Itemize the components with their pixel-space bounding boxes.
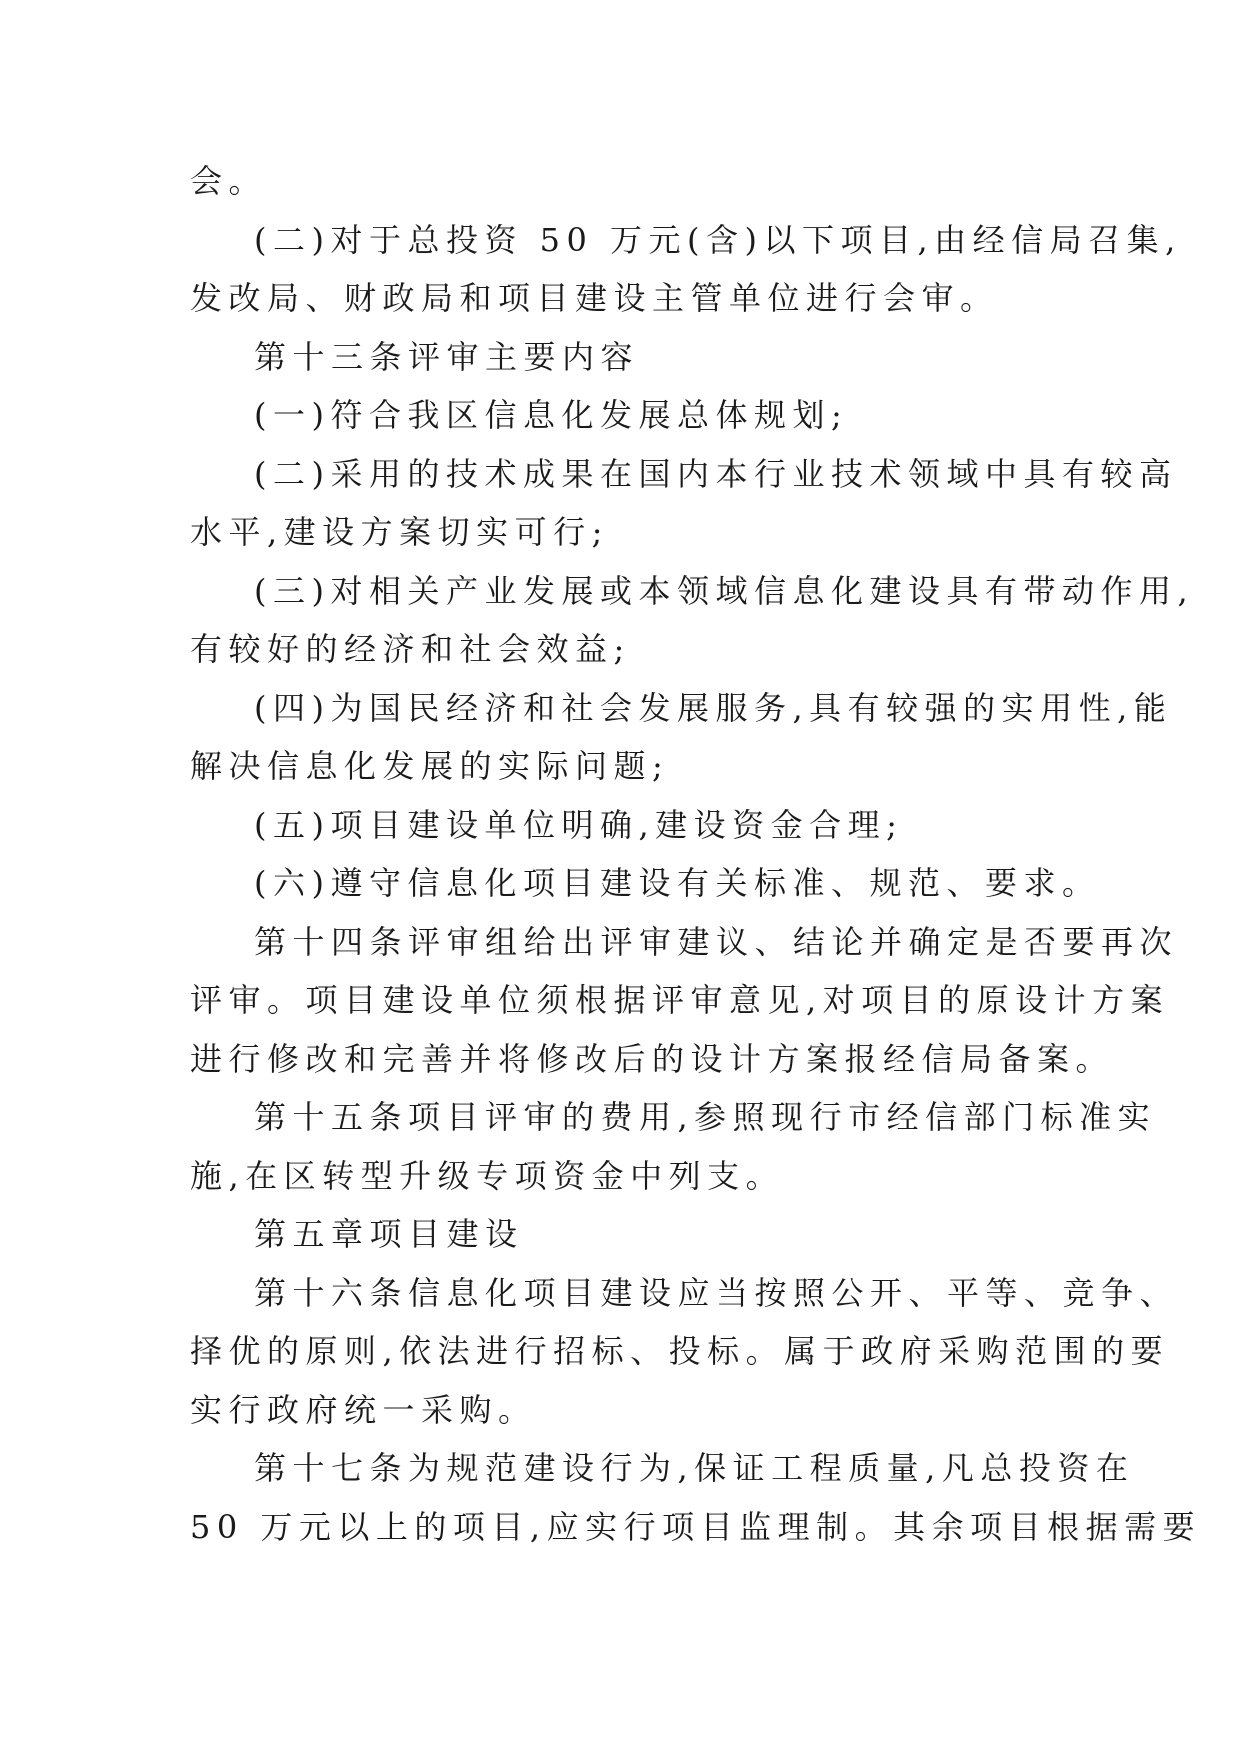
text-line: (四)为国民经济和社会发展服务,具有较强的实用性,能 bbox=[254, 688, 1173, 727]
text-line: 有较好的经济和社会效益; bbox=[190, 630, 631, 668]
text-line: 第十六条信息化项目建设应当按照公开、平等、竞争、 bbox=[254, 1273, 1179, 1312]
text-line: (五)项目建设单位明确,建设资金合理; bbox=[254, 805, 904, 844]
document-body bbox=[190, 152, 1202, 1556]
text-line: (一)符合我区信息化发展总体规划; bbox=[254, 396, 849, 434]
text-line: (三)对相关产业发展或本领域信息化建设具有带动作用, bbox=[254, 571, 1195, 610]
chapter-heading: 第五章项目建设 bbox=[254, 1215, 524, 1253]
text-line: 第十五条项目评审的费用,参照现行市经信部门标准实 bbox=[254, 1098, 1157, 1136]
text-line: 会。 bbox=[190, 162, 268, 200]
text-line: 实行政府统一采购。 bbox=[190, 1390, 537, 1429]
text-line: 第十七条为规范建设行为,保证工程质量,凡总投资在 bbox=[254, 1449, 1135, 1487]
text-line: (二)对于总投资 50 万元(含)以下项目,由经信局召集, bbox=[254, 220, 1182, 259]
text-line: 发改局、财政局和项目建设主管单位进行会审。 bbox=[190, 279, 999, 317]
text-line: 第十四条评审组给出评审建议、结论并确定是否要再次 bbox=[254, 922, 1179, 961]
text-line: 解决信息化发展的实际问题; bbox=[190, 747, 670, 785]
text-line: (二)采用的技术成果在国内本行业技术领域中具有较高 bbox=[254, 454, 1178, 493]
text-line: 进行修改和完善并将修改后的设计方案报经信局备案。 bbox=[190, 1039, 1115, 1078]
text-line: 50 万元以上的项目,应实行项目监理制。其余项目根据需要 bbox=[190, 1507, 1202, 1546]
text-line: 择优的原则,依法进行招标、投标。属于政府采购范围的要 bbox=[190, 1332, 1170, 1370]
text-line: (六)遵守信息化项目建设有关标准、规范、要求。 bbox=[254, 864, 1101, 902]
text-line: 评审。项目建设单位须根据评审意见,对项目的原设计方案 bbox=[190, 981, 1170, 1019]
section-heading: 第十三条评审主要内容 bbox=[254, 337, 640, 376]
text-line: 水平,建设方案切实可行; bbox=[190, 513, 609, 551]
text-line: 施,在区转型升级专项资金中列支。 bbox=[190, 1156, 785, 1195]
